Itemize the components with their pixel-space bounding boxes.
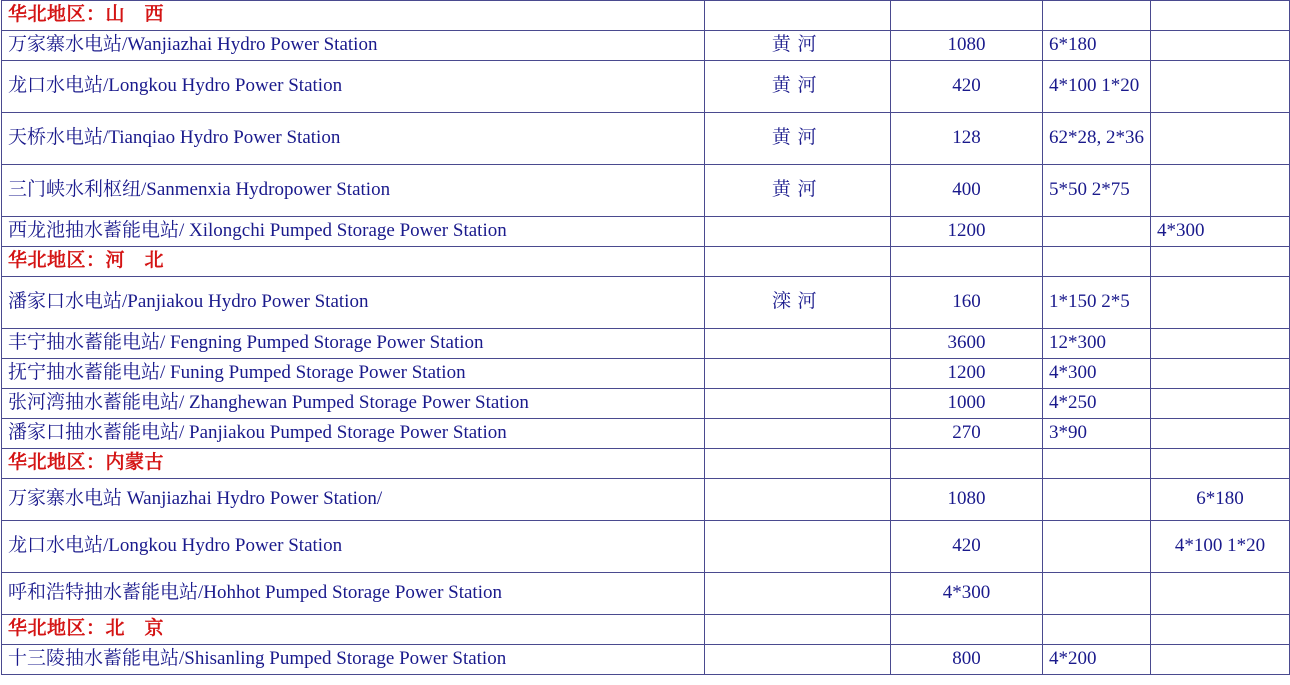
capacity-cell: 400 <box>891 165 1043 217</box>
section-header-row <box>2 247 1290 277</box>
table-row <box>2 645 1290 675</box>
pumped-units-cell <box>1151 329 1290 359</box>
section-header-blank-cell <box>705 449 891 479</box>
table-row <box>2 217 1290 247</box>
units-cell: 4*200 <box>1043 645 1151 675</box>
pumped-units-cell <box>1151 573 1290 615</box>
pumped-units-cell <box>1151 419 1290 449</box>
table-row <box>2 521 1290 573</box>
section-header-label: 华北地区：河 北 <box>2 247 705 277</box>
units-cell <box>1043 573 1151 615</box>
river-cell <box>705 329 891 359</box>
section-header-blank-cell <box>1151 615 1290 645</box>
section-header-blank-cell <box>1151 1 1290 31</box>
table-row <box>2 277 1290 329</box>
units-cell: 4*100 1*20 <box>1043 61 1151 113</box>
table-row <box>2 479 1290 521</box>
station-name-cell: 呼和浩特抽水蓄能电站/Hohhot Pumped Storage Power Station <box>2 573 705 615</box>
units-cell: 6*180 <box>1043 31 1151 61</box>
capacity-cell: 160 <box>891 277 1043 329</box>
pumped-units-cell: 4*300 <box>1151 217 1290 247</box>
units-cell <box>1043 479 1151 521</box>
pumped-units-cell <box>1151 359 1290 389</box>
units-cell: 5*50 2*75 <box>1043 165 1151 217</box>
power-station-table <box>1 0 1290 675</box>
river-cell: 黄河 <box>705 113 891 165</box>
section-header-blank-cell <box>891 247 1043 277</box>
river-cell <box>705 645 891 675</box>
pumped-units-cell: 4*100 1*20 <box>1151 521 1290 573</box>
units-cell: 3*90 <box>1043 419 1151 449</box>
units-cell: 1*150 2*5 <box>1043 277 1151 329</box>
section-header-blank-cell <box>1043 1 1151 31</box>
section-header-label: 华北地区：北 京 <box>2 615 705 645</box>
river-cell <box>705 479 891 521</box>
capacity-cell: 1080 <box>891 31 1043 61</box>
section-header-row <box>2 615 1290 645</box>
section-header-blank-cell <box>705 615 891 645</box>
section-header-blank-cell <box>1151 449 1290 479</box>
capacity-cell: 128 <box>891 113 1043 165</box>
pumped-units-cell <box>1151 645 1290 675</box>
river-cell <box>705 359 891 389</box>
section-header-blank-cell <box>891 1 1043 31</box>
station-name-cell: 西龙池抽水蓄能电站/ Xilongchi Pumped Storage Power Station <box>2 217 705 247</box>
section-header-label: 华北地区：内蒙古 <box>2 449 705 479</box>
table-row <box>2 419 1290 449</box>
units-cell <box>1043 521 1151 573</box>
capacity-cell: 3600 <box>891 329 1043 359</box>
units-cell: 4*250 <box>1043 389 1151 419</box>
section-header-label: 华北地区：山 西 <box>2 1 705 31</box>
pumped-units-cell: 6*180 <box>1151 479 1290 521</box>
station-name-cell: 潘家口水电站/Panjiakou Hydro Power Station <box>2 277 705 329</box>
river-cell: 黄河 <box>705 165 891 217</box>
table-body <box>2 1 1290 675</box>
capacity-cell: 1200 <box>891 359 1043 389</box>
river-cell: 黄河 <box>705 31 891 61</box>
pumped-units-cell <box>1151 277 1290 329</box>
river-cell: 黄河 <box>705 61 891 113</box>
section-header-row <box>2 1 1290 31</box>
table-row <box>2 31 1290 61</box>
units-cell <box>1043 217 1151 247</box>
capacity-cell: 420 <box>891 61 1043 113</box>
station-name-cell: 万家寨水电站/Wanjiazhai Hydro Power Station <box>2 31 705 61</box>
river-cell <box>705 217 891 247</box>
capacity-cell: 1080 <box>891 479 1043 521</box>
river-cell <box>705 419 891 449</box>
table-row <box>2 165 1290 217</box>
units-cell: 4*300 <box>1043 359 1151 389</box>
units-cell: 62*28, 2*36 <box>1043 113 1151 165</box>
capacity-cell: 800 <box>891 645 1043 675</box>
units-cell: 12*300 <box>1043 329 1151 359</box>
section-header-blank-cell <box>1043 247 1151 277</box>
capacity-cell: 420 <box>891 521 1043 573</box>
station-name-cell: 天桥水电站/Tianqiao Hydro Power Station <box>2 113 705 165</box>
table-row <box>2 573 1290 615</box>
section-header-row <box>2 449 1290 479</box>
pumped-units-cell <box>1151 61 1290 113</box>
river-cell <box>705 389 891 419</box>
section-header-blank-cell <box>1043 449 1151 479</box>
station-name-cell: 龙口水电站/Longkou Hydro Power Station <box>2 521 705 573</box>
pumped-units-cell <box>1151 113 1290 165</box>
station-name-cell: 丰宁抽水蓄能电站/ Fengning Pumped Storage Power Station <box>2 329 705 359</box>
river-cell <box>705 521 891 573</box>
station-name-cell: 龙口水电站/Longkou Hydro Power Station <box>2 61 705 113</box>
table-row <box>2 359 1290 389</box>
table-row <box>2 61 1290 113</box>
capacity-cell: 1200 <box>891 217 1043 247</box>
table-row <box>2 113 1290 165</box>
station-name-cell: 潘家口抽水蓄能电站/ Panjiakou Pumped Storage Power Station <box>2 419 705 449</box>
capacity-cell: 270 <box>891 419 1043 449</box>
pumped-units-cell <box>1151 31 1290 61</box>
section-header-blank-cell <box>705 1 891 31</box>
station-name-cell: 十三陵抽水蓄能电站/Shisanling Pumped Storage Power Station <box>2 645 705 675</box>
station-name-cell: 万家寨水电站 Wanjiazhai Hydro Power Station/ <box>2 479 705 521</box>
section-header-blank-cell <box>1043 615 1151 645</box>
capacity-cell: 1000 <box>891 389 1043 419</box>
section-header-blank-cell <box>891 449 1043 479</box>
pumped-units-cell <box>1151 389 1290 419</box>
river-cell <box>705 573 891 615</box>
section-header-blank-cell <box>891 615 1043 645</box>
section-header-blank-cell <box>705 247 891 277</box>
table-row <box>2 389 1290 419</box>
pumped-units-cell <box>1151 165 1290 217</box>
station-name-cell: 张河湾抽水蓄能电站/ Zhanghewan Pumped Storage Power Station <box>2 389 705 419</box>
capacity-cell: 4*300 <box>891 573 1043 615</box>
section-header-blank-cell <box>1151 247 1290 277</box>
table-row <box>2 329 1290 359</box>
station-name-cell: 三门峡水利枢纽/Sanmenxia Hydropower Station <box>2 165 705 217</box>
station-name-cell: 抚宁抽水蓄能电站/ Funing Pumped Storage Power Station <box>2 359 705 389</box>
river-cell: 滦河 <box>705 277 891 329</box>
